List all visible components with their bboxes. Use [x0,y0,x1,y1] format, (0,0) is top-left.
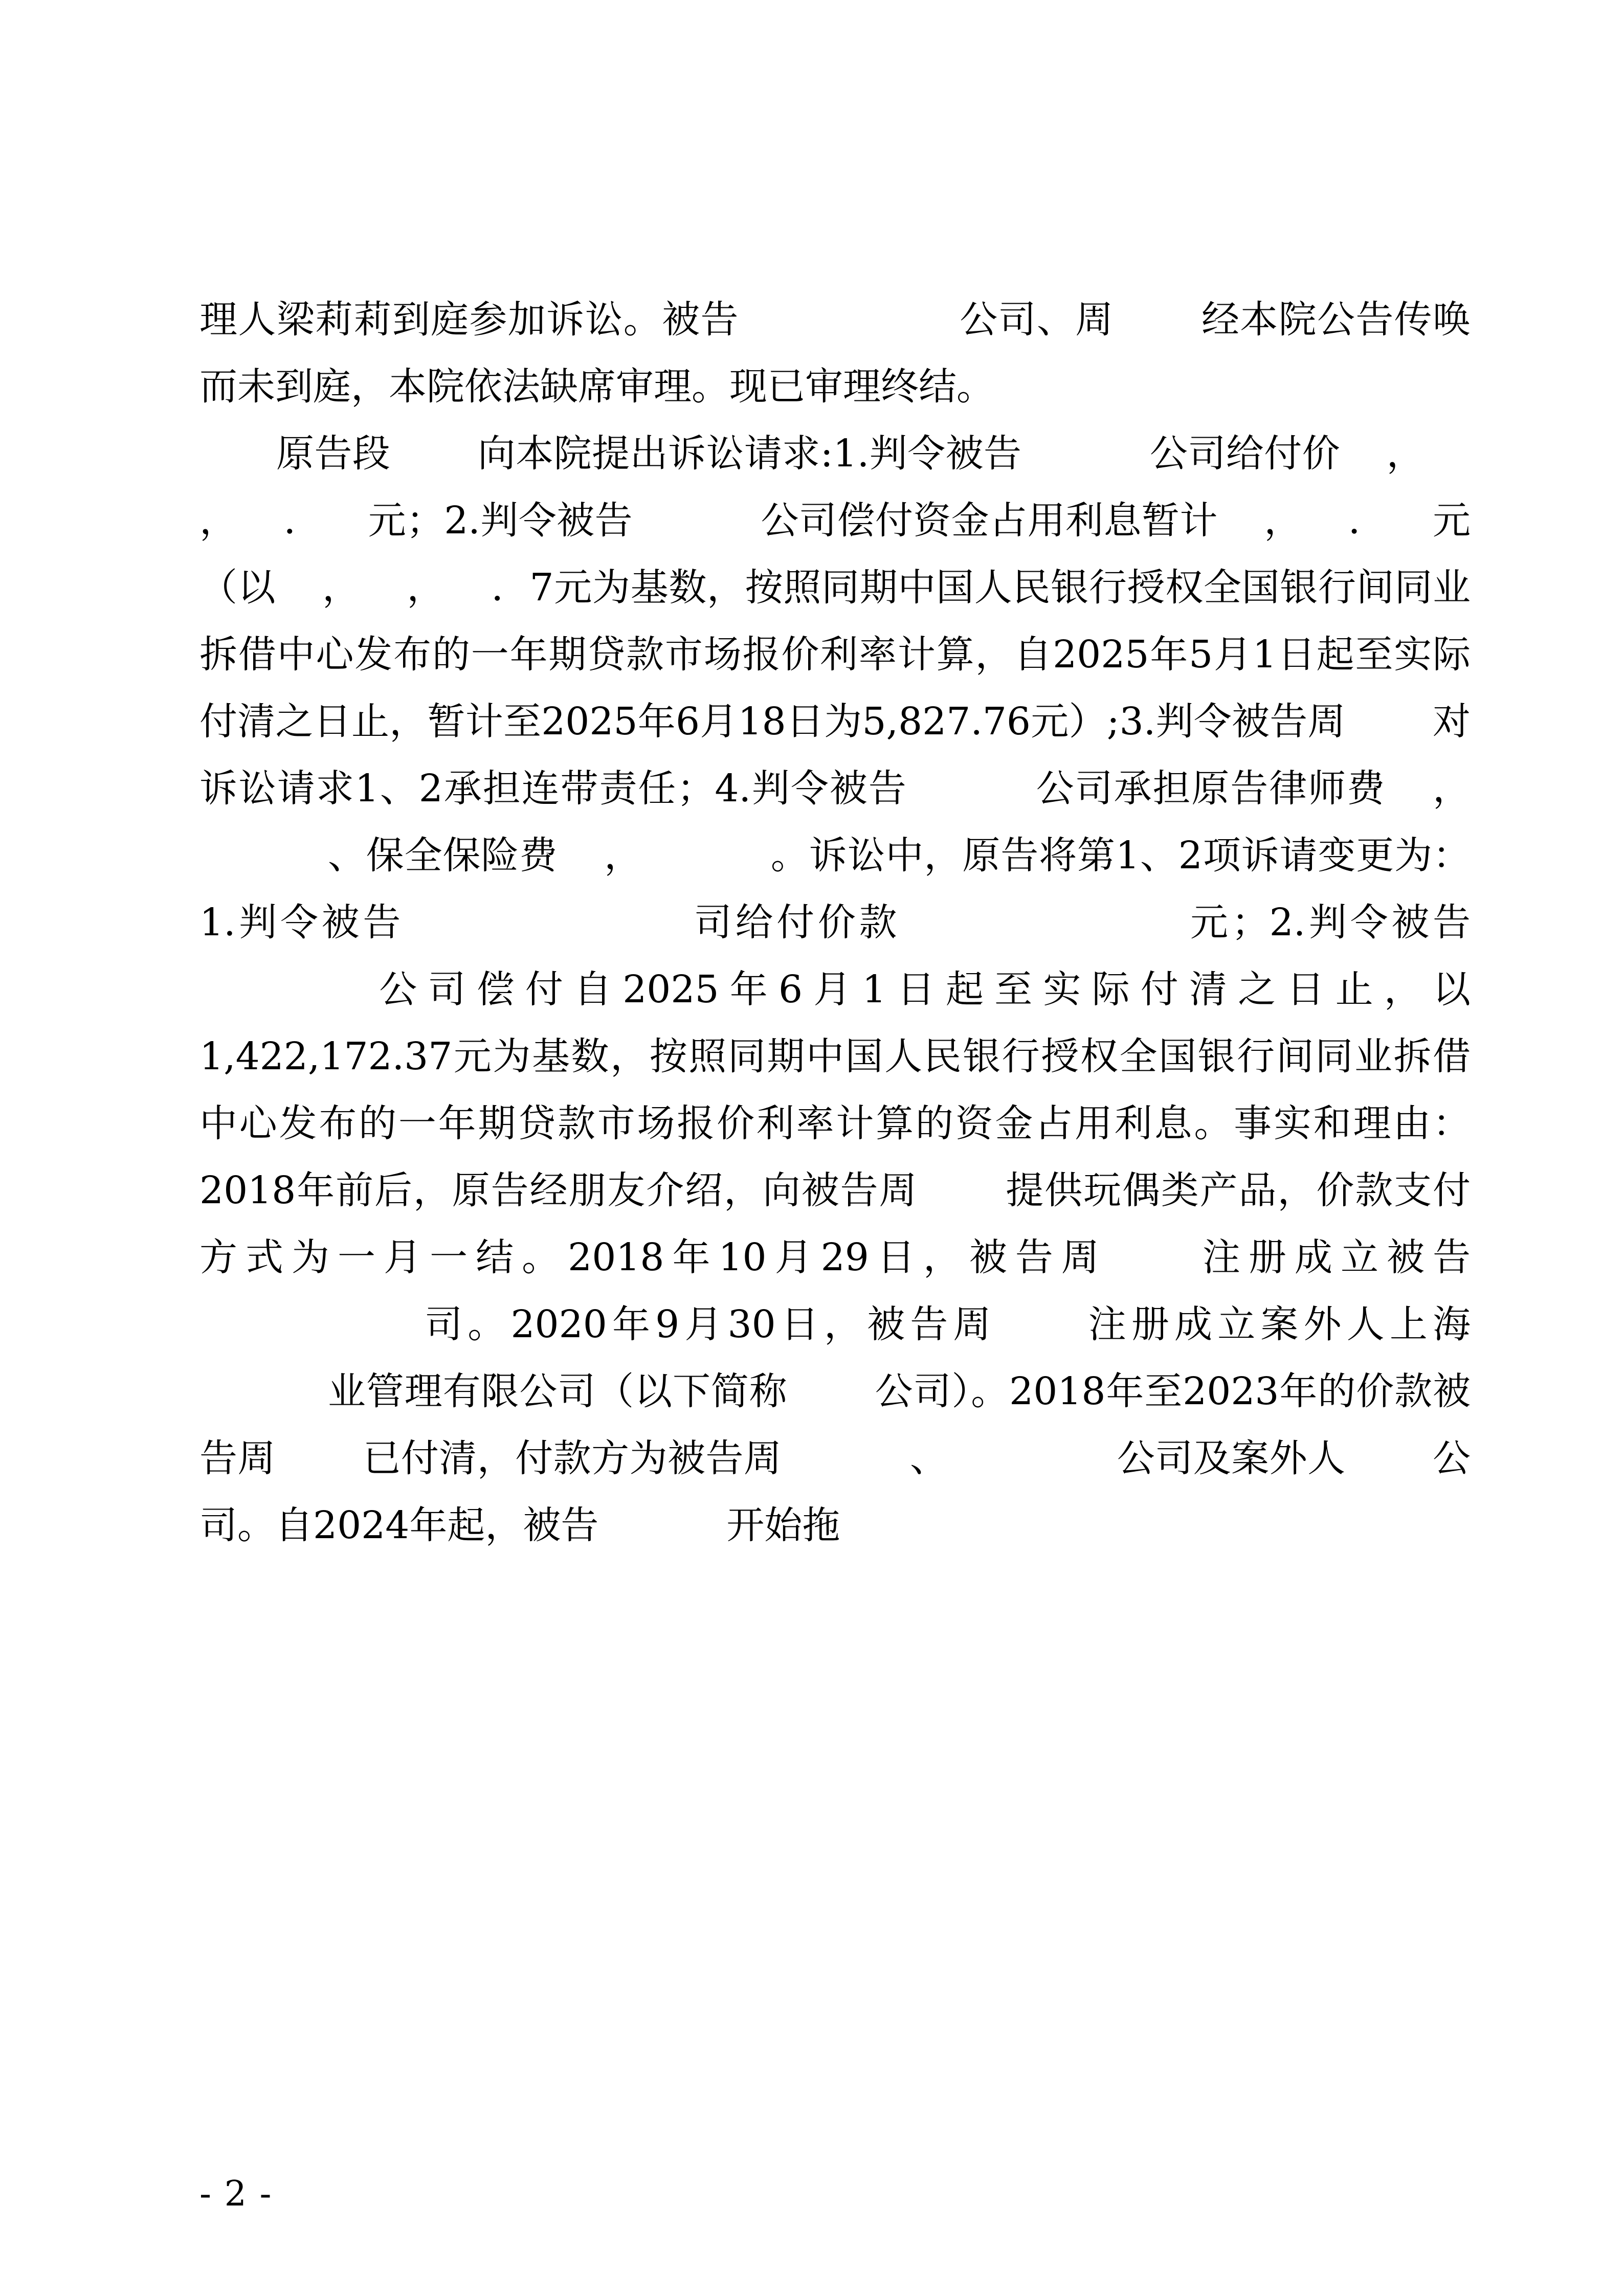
redacted-blank [390,420,477,487]
text-run: ．7元为基数，按照同期中国人民银行授权全国银行间同业拆借中心发布的一年期贷款市场报价利率计算，自2025年5月1日起至实际付清之日止，暂计至2025年6月18日为5,827.76元）;3.判令被告周 [199,566,1471,744]
text-run: 公司偿付资金占用利息暂计 [761,499,1218,543]
redacted-blank [237,487,283,554]
text-run: ， [406,566,446,610]
redacted-blank [633,487,761,554]
text-run: ， [1263,499,1302,543]
text-run: 开始拖 [726,1503,840,1547]
redacted-blank [996,1291,1083,1358]
text-run: 公司给付价 [1149,432,1341,476]
text-run: ， [1432,767,1471,811]
para-claims [199,420,1471,1559]
redacted-blank [642,822,770,889]
redacted-blank [199,1358,327,1425]
text-run: 、保全保险费 [327,834,558,877]
redacted-blank [1021,420,1149,487]
text-run: 公司承担原告律师费 [1035,767,1386,811]
redacted-blank [1386,755,1432,822]
redacted-blank [739,286,959,353]
text-run: 公司偿付自2025年6月1日起至实际付清之日止，以1,422,172.37元为基数，按照同期中国人民银行授权全国银行间同业拆借中心发布的一年期贷款市场报价利率计算的资金占用利息。事实和理由：2018年前后，原告经朋友介绍，向被告周 [199,967,1471,1212]
redacted-blank [199,956,368,1023]
text-run: 注册成立被告 [1194,1235,1471,1279]
redacted-blank [1425,420,1471,487]
redacted-blank [1346,1425,1433,1492]
redacted-blank [404,889,691,956]
redacted-blank [276,554,322,621]
text-run: ． [283,499,322,543]
text-run: ， [322,566,361,610]
text-run: ， [604,834,642,877]
text-run: 元（以 [199,499,1471,610]
text-run: 注册成立案外人上海 [1083,1302,1471,1346]
page-number: - 2 - [199,2174,273,2214]
text-run: 。诉讼中，原告将第1、2项诉请变更为：1.判令被告 [199,834,1471,944]
text-run: ， [199,499,238,543]
text-run: 向本院提出诉讼请求:1.判令被告 [477,432,1022,476]
text-run: 理人梁莉莉到庭参加诉讼。被告 [199,298,739,342]
text-run: 提供玩偶类产品，价款支付方式为一月一结。2018年10月29日，被告周 [199,1168,1471,1279]
redacted-blank [1218,487,1264,554]
text-run: 、 [909,1436,948,1480]
redacted-blank [445,554,491,621]
redacted-blank [199,822,327,889]
text-run: 已付清，付款方为被告周 [362,1436,782,1480]
text-run: 元；2.判令被告 [1187,901,1471,944]
text-run: 业管理有限公司（以下简称 [327,1369,788,1413]
redacted-blank [1346,688,1433,755]
redacted-blank [199,1291,419,1358]
redacted-blank [1107,1224,1194,1291]
document-body [199,286,1471,1559]
redacted-blank [1387,487,1433,554]
redacted-blank [918,1157,1005,1224]
text-run: 原告段 [276,432,391,476]
text-run: 元；2.判令被告 [368,499,633,543]
redacted-blank [322,487,368,554]
redacted-blank [598,1492,726,1559]
redacted-blank [558,822,604,889]
text-run: 司给付价款 [691,901,901,944]
redacted-blank [907,755,1035,822]
para-attendance [199,286,1471,420]
redacted-blank [1302,487,1348,554]
text-run: 经本院公告传唤而未到庭，本院依法缺席审理。现已审理终结。 [199,298,1471,409]
redacted-blank [900,889,1187,956]
redacted-blank [1114,286,1201,353]
redacted-blank [788,1358,875,1425]
text-run: 公司。自2024年起，被告 [199,1436,1471,1547]
text-run: ， [1386,432,1425,476]
text-run: 对诉讼请求1、2承担连带责任；4.判令被告 [199,700,1471,811]
redacted-blank [361,554,407,621]
redacted-blank [1340,420,1386,487]
redacted-blank [276,1425,363,1492]
text-run: ． [1348,499,1387,543]
text-run: 司。2020年9月30日，被告周 [419,1302,996,1346]
text-run: 公司）。2018年至2023年的价款被告周 [199,1369,1471,1480]
redacted-blank [948,1425,1117,1492]
redacted-blank [782,1425,909,1492]
text-run: 公司及案外人 [1117,1436,1346,1480]
text-run: 公司、周 [959,298,1114,342]
